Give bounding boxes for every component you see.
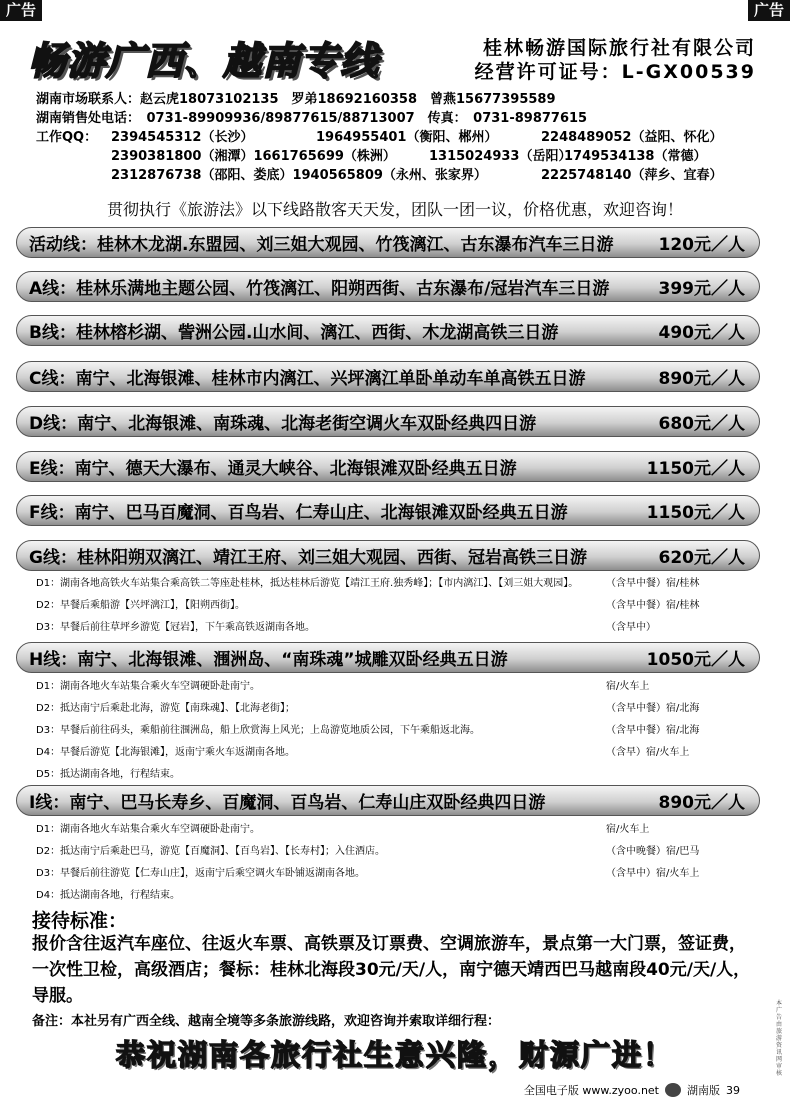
- route-name: B线：桂林榕杉湖、訾洲公园.山水间、漓江、西街、木龙湖高铁三日游: [29, 323, 559, 343]
- route-name: A线：桂林乐满地主题公园、竹筏漓江、阳朔西街、古东瀑布/冠岩汽车三日游: [29, 279, 610, 299]
- itinerary-day: [36, 885, 766, 907]
- itinerary-desc: D3：早餐后前往游览【仁寿山庄】，返南宁后乘空调火车卧铺返湖南各地。: [36, 868, 366, 879]
- itinerary-meal: （含早中餐）宿/北海: [606, 703, 700, 714]
- itinerary-day: [36, 720, 766, 742]
- itinerary-desc: D2：早餐后乘船游【兴坪漓江】，【阳朔西街】。: [36, 600, 246, 611]
- itinerary-desc: D3：早餐后前往草坪乡游览【冠岩】，下午乘高铁返湖南各地。: [36, 622, 316, 633]
- route-price: 490元／人: [658, 323, 745, 343]
- route-name: C线：南宁、北海银滩、桂林市内漓江、兴坪漓江单卧单动车单高铁五日游: [29, 369, 586, 389]
- itinerary-desc: D1：湖南各地火车站集合乘火车空调硬卧赴南宁。: [36, 681, 261, 692]
- page-title: 畅游广西、越南专线: [28, 39, 380, 83]
- itinerary-meal: 宿/火车上: [606, 824, 650, 835]
- itinerary-g: [36, 573, 766, 639]
- page-footer: [524, 1082, 740, 1098]
- route-name: E线：南宁、德天大瀑布、通灵大峡谷、北海银滩双卧经典五日游: [29, 459, 517, 479]
- itinerary-desc: D1：湖南各地高铁火车站集合乘高铁二等座赴桂林，抵达桂林后游览【靖江王府.独秀峰】；【市内漓江】、【刘三姐大观园】。: [36, 578, 579, 589]
- itinerary-desc: D1：湖南各地火车站集合乘火车空调硬卧赴南宁。: [36, 824, 261, 835]
- itinerary-day: [36, 819, 766, 841]
- qq-label: 工作QQ：: [36, 130, 98, 145]
- congrats-slogan: 恭祝湖南各旅行社生意兴隆，财源广进！: [115, 1038, 674, 1072]
- itinerary-meal: （含中晚餐）宿/巴马: [606, 846, 700, 857]
- page-number: 39: [726, 1083, 740, 1097]
- route-price: 1150元／人: [646, 459, 745, 479]
- qq-entry: 2312876738（邵阳、娄底）1940565809（永州、张家界）: [111, 168, 487, 183]
- qq-entry: 2390381800（湘潭）1661765699（株洲）: [111, 149, 396, 164]
- itinerary-day: [36, 742, 766, 764]
- route-bar: [16, 540, 760, 571]
- license-number: 经营许可证号：L-GX00539: [474, 61, 756, 83]
- route-bar: [16, 785, 760, 816]
- qq-entry: 1749534138（常德）: [564, 149, 707, 164]
- route-name: D线：南宁、北海银滩、南珠魂、北海老街空调火车双卧经典四日游: [29, 414, 537, 434]
- route-price: 890元／人: [658, 369, 745, 389]
- itinerary-desc: D4：早餐后游览【北海银滩】，返南宁乘火车返湖南各地。: [36, 747, 296, 758]
- qq-row-2: [36, 147, 722, 166]
- ad-tag-right: 广告: [748, 0, 790, 21]
- itinerary-h: [36, 676, 766, 786]
- footer-site: 全国电子版 www.zyoo.net: [523, 1084, 659, 1097]
- qq-row-1: [36, 128, 722, 147]
- market-contacts: 湖南市场联系人：赵云虎18073102135 罗弟18692160358 曾燕15677395589: [36, 92, 556, 107]
- itinerary-day: [36, 841, 766, 863]
- route-price: 399元／人: [658, 279, 745, 299]
- route-name: I线：南宁、巴马长寿乡、百魔洞、百鸟岩、仁寿山庄双卧经典四日游: [29, 793, 546, 813]
- company-name: 桂林畅游国际旅行社有限公司: [482, 37, 756, 59]
- office-phone: 湖南销售处电话： 0731-89909936/89877615/88713007 传真： 0731-89877615: [36, 111, 588, 126]
- ad-tag-left: 广告: [0, 0, 42, 21]
- itinerary-desc: D4：抵达湖南各地，行程结束。: [36, 890, 181, 901]
- itinerary-meal: （含早中餐）宿/桂林: [606, 600, 700, 611]
- itinerary-meal: （含早中餐）宿/桂林: [606, 578, 700, 589]
- route-bar: [16, 495, 760, 526]
- itinerary-day: [36, 617, 766, 639]
- route-bar: [16, 315, 760, 346]
- itinerary-desc: D2：抵达南宁后乘赴巴马，游览【百魔洞】、【百鸟岩】、【长寿村】；入住酒店。: [36, 846, 386, 857]
- itinerary-day: [36, 863, 766, 885]
- footer-edition: 湖南版: [687, 1084, 720, 1097]
- qq-entry: 1315024933（岳阳）: [429, 149, 572, 164]
- itinerary-meal: （含早中）: [606, 622, 656, 633]
- route-price: 680元／人: [658, 414, 745, 434]
- itinerary-day: [36, 764, 766, 786]
- qq-entry: 2394545312（长沙）: [111, 130, 254, 145]
- side-note: 本广告由旅游资讯网审核: [776, 1000, 783, 1077]
- route-price: 1050元／人: [646, 650, 745, 670]
- itinerary-desc: D2：抵达南宁后乘赴北海，游览【南珠魂】、【北海老街】；: [36, 703, 296, 714]
- route-price: 890元／人: [658, 793, 745, 813]
- route-bar: [16, 227, 760, 258]
- itinerary-day: [36, 573, 766, 595]
- magazine-logo-icon: [665, 1083, 681, 1097]
- company-block: [475, 36, 756, 84]
- itinerary-day: [36, 698, 766, 720]
- route-bar: [16, 406, 760, 437]
- route-bar: [16, 361, 760, 392]
- route-price: 620元／人: [658, 548, 745, 568]
- route-bar: [16, 271, 760, 302]
- contacts-block: [36, 90, 722, 185]
- note-text: 备注：本社另有广西全线、越南全境等多条旅游线路，欢迎咨询并索取详细行程：: [32, 1014, 501, 1029]
- itinerary-day: [36, 676, 766, 698]
- itinerary-meal: [606, 885, 766, 907]
- route-name: 活动线：桂林木龙湖.东盟园、刘三姐大观园、竹筏漓江、古东瀑布汽车三日游: [29, 235, 614, 255]
- itinerary-meal: （含早中）宿/火车上: [606, 868, 700, 879]
- standards-title: 接待标准：: [32, 910, 128, 932]
- standards-body: 报价含往返汽车座位、往返火车票、高铁票及订票费、空调旅游车，景点第一大门票，签证费，一次性卫检，高级酒店；餐标：桂林北海段30元/天/人，南宁德天靖西巴马越南段40元/天/人，导服。: [32, 934, 751, 1006]
- itinerary-meal: [606, 764, 766, 786]
- route-name: F线：南宁、巴马百魔洞、百鸟岩、仁寿山庄、北海银滩双卧经典五日游: [29, 503, 568, 523]
- itinerary-meal: （含早中餐）宿/北海: [606, 725, 700, 736]
- qq-row-3: [36, 166, 722, 185]
- itinerary-day: [36, 595, 766, 617]
- qq-entry: 2225748140（萍乡、宜春）: [541, 168, 723, 183]
- route-price: 120元／人: [658, 235, 745, 255]
- qq-entry: 1964955401（衡阳、郴州）: [316, 130, 498, 145]
- route-price: 1150元／人: [646, 503, 745, 523]
- route-bar: [16, 642, 760, 673]
- route-name: G线：桂林阳朔双漓江、靖江王府、刘三姐大观园、西街、冠岩高铁三日游: [29, 548, 587, 568]
- itinerary-desc: D5：抵达湖南各地，行程结束。: [36, 769, 181, 780]
- qq-entry: 2248489052（益阳、怀化）: [541, 130, 723, 145]
- route-name: H线：南宁、北海银滩、涠洲岛、“南珠魂”城雕双卧经典五日游: [29, 650, 508, 670]
- itinerary-meal: 宿/火车上: [606, 681, 650, 692]
- route-bar: [16, 451, 760, 482]
- itinerary-i: [36, 819, 766, 907]
- itinerary-meal: （含早）宿/火车上: [606, 747, 690, 758]
- policy-text: 贯彻执行《旅游法》以下线路散客天天发，团队一团一议，价格优惠，欢迎咨询！: [106, 200, 683, 219]
- itinerary-desc: D3：早餐后前往码头，乘船前往涠洲岛，船上欣赏海上风光；上岛游览地质公园，下午乘船返北海。: [36, 725, 481, 736]
